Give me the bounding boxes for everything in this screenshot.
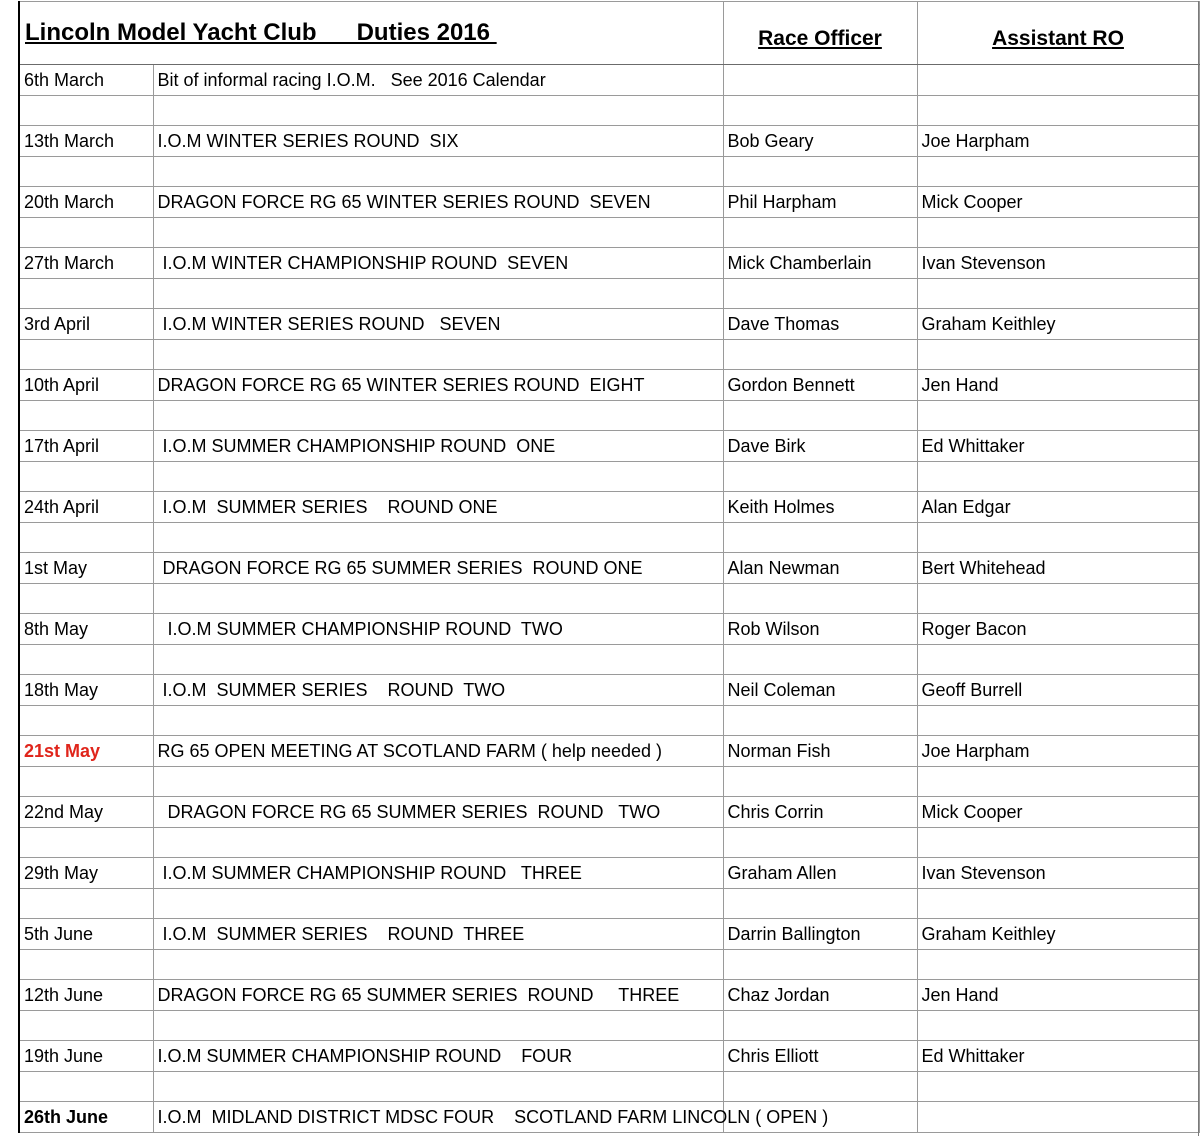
spacer-cell bbox=[153, 766, 723, 797]
duty-race-officer: Keith Holmes bbox=[723, 492, 917, 523]
spacer-cell bbox=[153, 644, 723, 675]
duty-date: 5th June bbox=[19, 919, 153, 950]
duty-event: I.O.M SUMMER CHAMPIONSHIP ROUND TWO bbox=[153, 614, 723, 645]
duty-assistant-ro: Jen Hand bbox=[917, 370, 1199, 401]
duty-row bbox=[19, 980, 1199, 1011]
spacer-cell bbox=[723, 1010, 917, 1041]
spacer-cell bbox=[153, 400, 723, 431]
spacer-row bbox=[19, 217, 1199, 248]
spacer-cell bbox=[723, 95, 917, 126]
spacer-cell bbox=[723, 522, 917, 553]
duty-row bbox=[19, 1041, 1199, 1072]
spacer-cell bbox=[19, 1010, 153, 1041]
duty-event: DRAGON FORCE RG 65 SUMMER SERIES ROUND TWO bbox=[153, 797, 723, 828]
spacer-cell bbox=[153, 1010, 723, 1041]
duty-assistant-ro: Roger Bacon bbox=[917, 614, 1199, 645]
spacer-cell bbox=[723, 400, 917, 431]
spacer-cell bbox=[917, 827, 1199, 858]
sheet-title: Lincoln Model Yacht Club Duties 2016 bbox=[19, 2, 723, 65]
spacer-cell bbox=[917, 583, 1199, 614]
duty-event: I.O.M MIDLAND DISTRICT MDSC FOUR SCOTLAND FARM LINCOLN ( OPEN ) bbox=[153, 1102, 723, 1133]
duty-race-officer: Mick Chamberlain bbox=[723, 248, 917, 279]
duty-assistant-ro: Mick Cooper bbox=[917, 797, 1199, 828]
duty-row bbox=[19, 370, 1199, 401]
spacer-row bbox=[19, 400, 1199, 431]
spacer-row bbox=[19, 888, 1199, 919]
spacer-cell bbox=[19, 95, 153, 126]
spacer-cell bbox=[723, 949, 917, 980]
spacer-row bbox=[19, 827, 1199, 858]
duty-assistant-ro: Ed Whittaker bbox=[917, 431, 1199, 462]
duty-race-officer: Darrin Ballington bbox=[723, 919, 917, 950]
spacer-cell bbox=[153, 217, 723, 248]
spacer-cell bbox=[153, 1071, 723, 1102]
duty-date: 20th March bbox=[19, 187, 153, 218]
duty-race-officer: Neil Coleman bbox=[723, 675, 917, 706]
spacer-cell bbox=[19, 522, 153, 553]
spacer-cell bbox=[917, 888, 1199, 919]
spacer-cell bbox=[917, 522, 1199, 553]
duties-table bbox=[18, 1, 1200, 1133]
spacer-cell bbox=[917, 644, 1199, 675]
spacer-cell bbox=[723, 583, 917, 614]
duty-event: I.O.M WINTER CHAMPIONSHIP ROUND SEVEN bbox=[153, 248, 723, 279]
duty-date: 1st May bbox=[19, 553, 153, 584]
spacer-cell bbox=[19, 156, 153, 187]
duty-row bbox=[19, 553, 1199, 584]
spacer-row bbox=[19, 156, 1199, 187]
duty-row bbox=[19, 431, 1199, 462]
duty-assistant-ro: Jen Hand bbox=[917, 980, 1199, 1011]
duty-assistant-ro: Bert Whitehead bbox=[917, 553, 1199, 584]
duty-race-officer: Dave Thomas bbox=[723, 309, 917, 340]
spacer-cell bbox=[19, 583, 153, 614]
spacer-cell bbox=[153, 827, 723, 858]
spacer-row bbox=[19, 461, 1199, 492]
duty-race-officer bbox=[723, 65, 917, 96]
duty-row bbox=[19, 187, 1199, 218]
spacer-row bbox=[19, 1010, 1199, 1041]
duty-assistant-ro: Joe Harpham bbox=[917, 126, 1199, 157]
spacer-cell bbox=[153, 339, 723, 370]
duty-row bbox=[19, 736, 1199, 767]
duty-date: 8th May bbox=[19, 614, 153, 645]
spacer-cell bbox=[19, 949, 153, 980]
spacer-cell bbox=[19, 278, 153, 309]
spacer-cell bbox=[917, 461, 1199, 492]
duty-assistant-ro bbox=[917, 1102, 1199, 1133]
duty-race-officer: Gordon Bennett bbox=[723, 370, 917, 401]
duty-assistant-ro bbox=[917, 65, 1199, 96]
spacer-cell bbox=[723, 339, 917, 370]
spacer-cell bbox=[723, 278, 917, 309]
spacer-row bbox=[19, 339, 1199, 370]
spacer-cell bbox=[153, 705, 723, 736]
duty-race-officer: Phil Harpham bbox=[723, 187, 917, 218]
spacer-cell bbox=[917, 1010, 1199, 1041]
spacer-cell bbox=[723, 766, 917, 797]
duty-race-officer: Graham Allen bbox=[723, 858, 917, 889]
spacer-cell bbox=[723, 1071, 917, 1102]
spacer-cell bbox=[153, 461, 723, 492]
spacer-row bbox=[19, 705, 1199, 736]
duty-date: 22nd May bbox=[19, 797, 153, 828]
duty-date: 19th June bbox=[19, 1041, 153, 1072]
duty-assistant-ro: Joe Harpham bbox=[917, 736, 1199, 767]
spacer-cell bbox=[723, 156, 917, 187]
duty-row bbox=[19, 309, 1199, 340]
sheet-right-border bbox=[1198, 1, 1199, 1136]
duty-row bbox=[19, 65, 1199, 96]
spacer-cell bbox=[19, 888, 153, 919]
spacer-cell bbox=[19, 705, 153, 736]
duty-row bbox=[19, 858, 1199, 889]
duty-date: 3rd April bbox=[19, 309, 153, 340]
spacer-cell bbox=[19, 827, 153, 858]
duty-event: DRAGON FORCE RG 65 WINTER SERIES ROUND EIGHT bbox=[153, 370, 723, 401]
spacer-row bbox=[19, 522, 1199, 553]
spacer-cell bbox=[917, 400, 1199, 431]
duty-race-officer: Norman Fish bbox=[723, 736, 917, 767]
spacer-cell bbox=[19, 1071, 153, 1102]
duty-date: 27th March bbox=[19, 248, 153, 279]
spacer-cell bbox=[153, 522, 723, 553]
duty-row bbox=[19, 797, 1199, 828]
duty-date: 12th June bbox=[19, 980, 153, 1011]
duty-event: DRAGON FORCE RG 65 SUMMER SERIES ROUND ONE bbox=[153, 553, 723, 584]
spacer-row bbox=[19, 583, 1199, 614]
spacer-cell bbox=[19, 400, 153, 431]
spacer-cell bbox=[917, 217, 1199, 248]
spacer-cell bbox=[19, 461, 153, 492]
assistant-ro-header: Assistant RO bbox=[917, 2, 1199, 65]
duty-assistant-ro: Graham Keithley bbox=[917, 309, 1199, 340]
spacer-cell bbox=[917, 1071, 1199, 1102]
duty-date: 18th May bbox=[19, 675, 153, 706]
duty-row bbox=[19, 248, 1199, 279]
duty-date: 21st May bbox=[19, 736, 153, 767]
spacer-cell bbox=[917, 156, 1199, 187]
duty-assistant-ro: Geoff Burrell bbox=[917, 675, 1199, 706]
spacer-cell bbox=[723, 461, 917, 492]
duty-event: I.O.M WINTER SERIES ROUND SIX bbox=[153, 126, 723, 157]
spacer-cell bbox=[153, 95, 723, 126]
spacer-cell bbox=[723, 644, 917, 675]
duty-race-officer: Bob Geary bbox=[723, 126, 917, 157]
duty-row bbox=[19, 614, 1199, 645]
spacer-cell bbox=[917, 705, 1199, 736]
duty-race-officer: Chris Elliott bbox=[723, 1041, 917, 1072]
spacer-cell bbox=[723, 827, 917, 858]
spacer-cell bbox=[917, 766, 1199, 797]
spacer-row bbox=[19, 644, 1199, 675]
duty-assistant-ro: Mick Cooper bbox=[917, 187, 1199, 218]
duty-assistant-ro: Ivan Stevenson bbox=[917, 248, 1199, 279]
spacer-cell bbox=[917, 278, 1199, 309]
spacer-cell bbox=[19, 339, 153, 370]
duty-assistant-ro: Ed Whittaker bbox=[917, 1041, 1199, 1072]
spacer-cell bbox=[917, 949, 1199, 980]
duty-date: 29th May bbox=[19, 858, 153, 889]
duty-race-officer: Alan Newman bbox=[723, 553, 917, 584]
spacer-cell bbox=[723, 217, 917, 248]
spacer-cell bbox=[19, 766, 153, 797]
spacer-cell bbox=[19, 217, 153, 248]
spacer-row bbox=[19, 766, 1199, 797]
duty-race-officer: Chris Corrin bbox=[723, 797, 917, 828]
header-row bbox=[19, 2, 1199, 65]
duty-event: I.O.M SUMMER CHAMPIONSHIP ROUND ONE bbox=[153, 431, 723, 462]
duty-date: 26th June bbox=[19, 1102, 153, 1133]
duty-event: I.O.M SUMMER SERIES ROUND THREE bbox=[153, 919, 723, 950]
duty-event: I.O.M SUMMER CHAMPIONSHIP ROUND FOUR bbox=[153, 1041, 723, 1072]
spacer-cell bbox=[153, 949, 723, 980]
duty-event: RG 65 OPEN MEETING AT SCOTLAND FARM ( help needed ) bbox=[153, 736, 723, 767]
spacer-cell bbox=[19, 644, 153, 675]
duty-event: Bit of informal racing I.O.M. See 2016 Calendar bbox=[153, 65, 723, 96]
duty-event: I.O.M SUMMER SERIES ROUND ONE bbox=[153, 492, 723, 523]
duty-race-officer: Rob Wilson bbox=[723, 614, 917, 645]
spacer-row bbox=[19, 1071, 1199, 1102]
duty-date: 24th April bbox=[19, 492, 153, 523]
duty-assistant-ro: Ivan Stevenson bbox=[917, 858, 1199, 889]
duty-row bbox=[19, 675, 1199, 706]
duty-row bbox=[19, 1102, 1199, 1133]
spacer-cell bbox=[917, 339, 1199, 370]
duty-date: 10th April bbox=[19, 370, 153, 401]
duty-race-officer: Chaz Jordan bbox=[723, 980, 917, 1011]
duty-event: DRAGON FORCE RG 65 WINTER SERIES ROUND SEVEN bbox=[153, 187, 723, 218]
spacer-cell bbox=[723, 705, 917, 736]
duty-row bbox=[19, 492, 1199, 523]
duty-event: I.O.M SUMMER CHAMPIONSHIP ROUND THREE bbox=[153, 858, 723, 889]
spacer-cell bbox=[153, 888, 723, 919]
duty-event: I.O.M WINTER SERIES ROUND SEVEN bbox=[153, 309, 723, 340]
duty-row bbox=[19, 919, 1199, 950]
spacer-row bbox=[19, 278, 1199, 309]
spacer-cell bbox=[153, 278, 723, 309]
duty-row bbox=[19, 126, 1199, 157]
duty-event: DRAGON FORCE RG 65 SUMMER SERIES ROUND THREE bbox=[153, 980, 723, 1011]
duty-assistant-ro: Graham Keithley bbox=[917, 919, 1199, 950]
spacer-row bbox=[19, 949, 1199, 980]
duty-date: 17th April bbox=[19, 431, 153, 462]
race-officer-header: Race Officer bbox=[723, 2, 917, 65]
duty-race-officer: Dave Birk bbox=[723, 431, 917, 462]
duties-sheet bbox=[18, 1, 1198, 1133]
duty-assistant-ro: Alan Edgar bbox=[917, 492, 1199, 523]
spacer-cell bbox=[153, 156, 723, 187]
spacer-cell bbox=[917, 95, 1199, 126]
duty-date: 6th March bbox=[19, 65, 153, 96]
duty-date: 13th March bbox=[19, 126, 153, 157]
duty-event: I.O.M SUMMER SERIES ROUND TWO bbox=[153, 675, 723, 706]
spacer-cell bbox=[723, 888, 917, 919]
spacer-cell bbox=[153, 583, 723, 614]
spacer-row bbox=[19, 95, 1199, 126]
